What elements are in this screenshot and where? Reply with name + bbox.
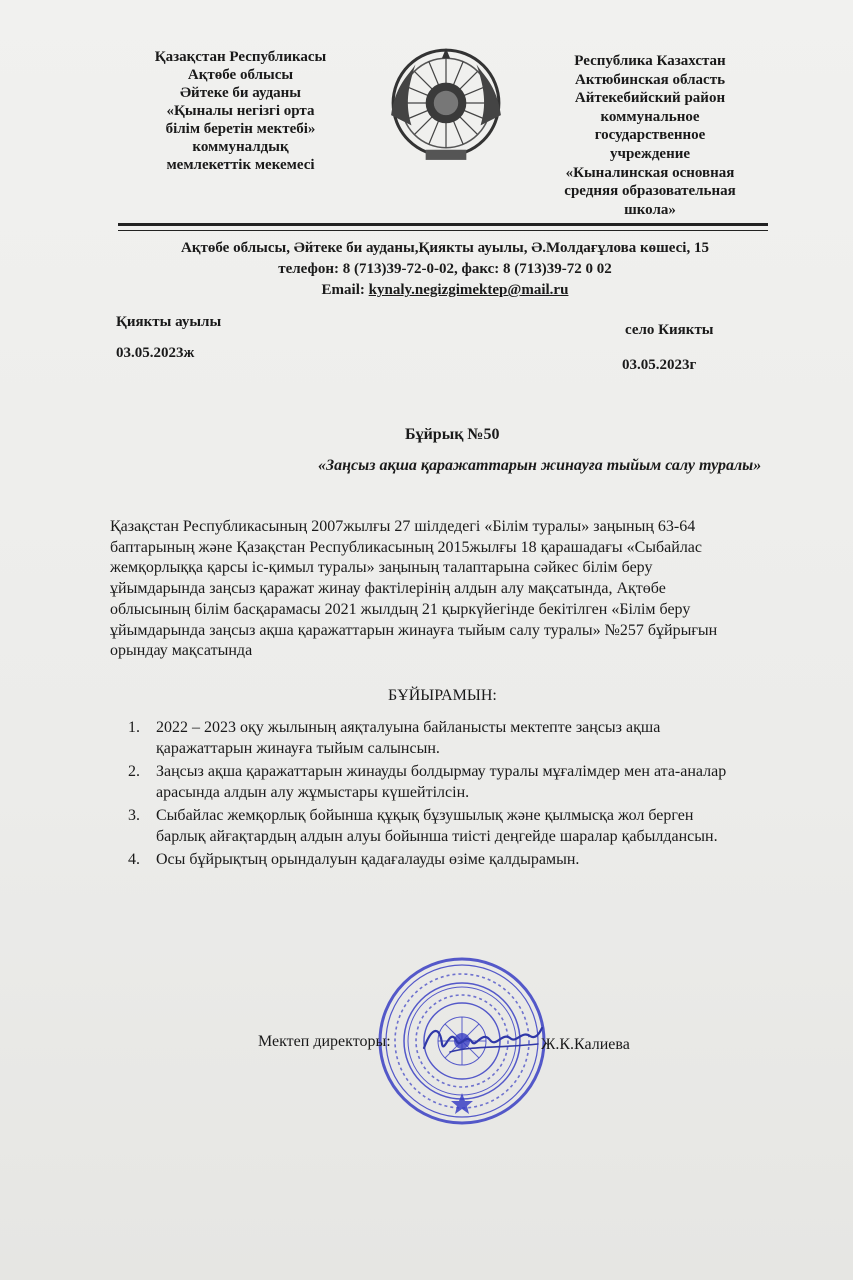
address-line: Ақтөбе облысы, Әйтеке би ауданы,Қиякты ауылы, Ә.Молдағұлова көшесі, 15 (181, 240, 709, 256)
list-item-text: қаражаттарын жинауға тыйым салынсын. (156, 739, 440, 757)
kazakhstan-emblem-icon (385, 44, 507, 166)
header-right-line: коммунальное (600, 108, 700, 125)
handwritten-signature-icon (420, 1018, 545, 1063)
date-russian: 03.05.2023г (622, 357, 697, 373)
header-right-line: средняя образовательная (564, 183, 736, 200)
place-kazakh: Қиякты ауылы (116, 314, 222, 330)
phone-line: телефон: 8 (713)39-72-0-02, факс: 8 (713)39-72 0 02 (278, 261, 612, 277)
header-right-line: Актюбинская область (574, 71, 726, 88)
header-right-line: государственное (594, 127, 706, 144)
preamble-line: орындау мақсатында (110, 642, 253, 660)
list-item-text: Сыбайлас жемқорлық бойынша құқық бұзушылық және қылмысқа жол берген (156, 807, 694, 824)
preamble-line: жемқорлыққа қарсы іс-қимыл туралы» заңының талаптарына сәйкес білім беру (110, 559, 653, 577)
preamble-line: баптарының және Қазақстан Республикасының 2015жылғы 18 қарашадағы «Сыбайлас (110, 538, 703, 556)
header-right-line: учреждение (609, 145, 691, 162)
header-left-line: Әйтеке би ауданы (179, 85, 302, 101)
list-item-text: барлық айғақтардың алдын алуы бойынша тиісті деңгейде шаралар қабылдансын. (156, 827, 718, 845)
list-item-number: 3. (128, 807, 140, 824)
header-left-line: «Қыналы негізгі орта (166, 103, 315, 119)
email-line (100, 280, 790, 301)
header-left-line: білім беретін мектебі» (165, 121, 316, 137)
list-item-number: 4. (128, 851, 140, 868)
director-label: Мектеп директоры: (258, 1033, 391, 1050)
preamble-paragraph (110, 517, 790, 662)
list-item-text: 2022 – 2023 оқу жылының аяқталуына байланысты мектепте заңсыз ақша (156, 719, 661, 736)
address-block (100, 238, 790, 301)
date-kazakh: 03.05.2023ж (116, 345, 195, 361)
preamble-line: облысының білім басқарамасы 2021 жылдың 21 қыркүйегінде бекітілген «Білім беру (110, 600, 691, 618)
header-left-line: Қазақстан Республикасы (154, 49, 327, 65)
list-item (128, 850, 838, 871)
list-item-number: 2. (128, 763, 140, 780)
list-item (128, 718, 838, 759)
header-left-line: коммуналдық (192, 139, 289, 155)
preamble-line: ұйымдарында заңсыз ақша қаражаттарын жинауға тыйым салу туралы» №257 бұйрығын (110, 621, 718, 639)
preamble-line: Қазақстан Республикасының 2007жылғы 27 шілдедегі «Білім туралы» заңының 63-64 (110, 518, 696, 535)
header-divider-thin (118, 230, 768, 231)
list-item (128, 806, 838, 847)
list-item-number: 1. (128, 719, 140, 736)
email-link[interactable]: kynaly.negizgimektep@mail.ru (368, 282, 569, 298)
preamble-line: ұйымдарында заңсыз қаражат жинау фактілерінің алдын алу мақсатында, Ақтөбе (110, 580, 666, 598)
header-left-line: мемлекеттік мекемесі (166, 157, 315, 173)
list-item-text: арасында алдын алу жұмыстары күшейтілсін. (156, 783, 470, 801)
header-right-line: Республика Казахстан (574, 53, 726, 69)
director-name: Ж.К.Калиева (541, 1036, 630, 1053)
header-right-line: «Кыналинская основная (565, 164, 735, 181)
order-title: Бұйрық №50 (405, 426, 500, 443)
header-right-line: Айтекебийский район (574, 90, 726, 107)
place-russian: село Киякты (625, 322, 714, 338)
header-right-russian (545, 52, 755, 219)
header-divider-thick (118, 223, 768, 226)
header-left-kazakh (118, 48, 363, 174)
list-item-text: Заңсыз ақша қаражаттарын жинауды болдырмау туралы мұғалімдер мен ата-аналар (156, 763, 727, 780)
list-item-text: Осы бұйрықтың орындалуын қадағалауды өзіме қалдырамын. (156, 851, 580, 868)
decree-heading: БҰЙЫРАМЫН: (388, 687, 497, 704)
header-left-line: Ақтөбе облысы (187, 67, 294, 83)
header-right-line: школа» (624, 201, 676, 218)
order-items-list (128, 718, 838, 874)
list-item (128, 762, 838, 803)
email-label: Email: (321, 282, 369, 298)
order-subject: «Заңсыз ақша қаражаттарын жинауға тыйым салу туралы» (318, 457, 762, 474)
